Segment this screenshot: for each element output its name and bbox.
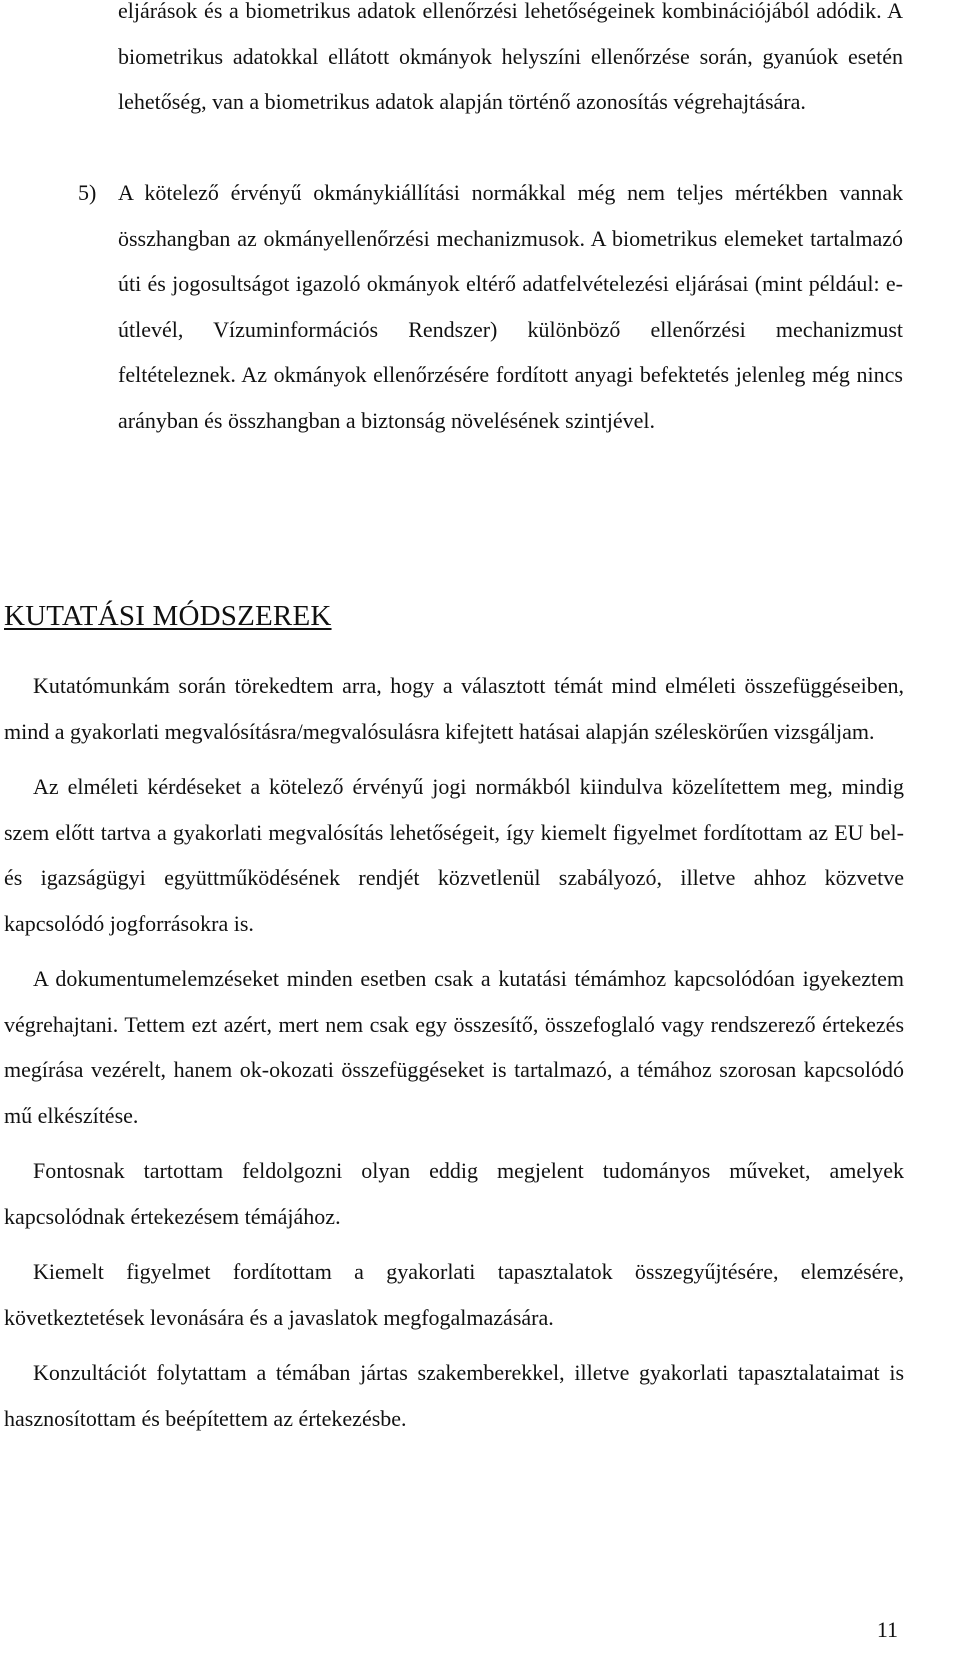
paragraph: A dokumentumelemzéseket minden esetben csak a kutatási témámhoz kapcsolódóan igyekeztem végrehajtani. Tettem ezt azért, mert nem csak egy összesítő, összefoglaló vagy rendszerező értekezés megírása vezérelt, hanem ok-okozati összefüggéseket is tartalmazó, a témához szorosan kapcsolódó mű elkészítése. bbox=[4, 966, 904, 1128]
section-heading: KUTATÁSI MÓDSZEREK bbox=[4, 600, 332, 632]
paragraph: Kutatómunkám során törekedtem arra, hogy a választott témát mind elméleti összefüggéseiben, mind a gyakorlati megvalósításra/megvalósulásra kifejtett hatásai alapján széleskörűen vizsgáljam. bbox=[4, 673, 904, 744]
list-item-number: 5) bbox=[78, 180, 97, 205]
paragraph: Az elméleti kérdéseket a kötelező érvényű jogi normákból kiindulva közelítettem meg, mindig szem előtt tartva a gyakorlati megvalósítás lehetőségeit, így kiemelt figyelmet fordítottam az EU bel- és igazságügyi együttműködésének rendjét közvetlenül szabályozó, illetve ahhoz közvetve kapcsolódó jogforrásokra is. bbox=[4, 774, 904, 936]
paragraph: Kiemelt figyelmet fordítottam a gyakorlati tapasztalatok összegyűjtésére, elemzésére, következtetések levonására és a javaslatok megfogalmazására. bbox=[4, 1259, 904, 1330]
continued-list-item-text: eljárások és a biometrikus adatok ellenőrzési lehetőségeinek kombinációjából adódik. A biometrikus adatokkal ellátott okmányok helyszíni ellenőrzése során, gyanúok esetén lehetőség, van a biometrikus adatok alapján történő azonosítás végrehajtására. bbox=[118, 0, 903, 114]
page-number: 11 bbox=[876, 1617, 898, 1642]
section-body bbox=[4, 663, 904, 1451]
paragraph: Konzultációt folytattam a témában jártas szakemberekkel, illetve gyakorlati tapasztalataimat is hasznosítottam és beépítettem az értekezésbe. bbox=[4, 1360, 904, 1431]
list-item-5 bbox=[78, 170, 903, 443]
paragraph: Fontosnak tartottam feldolgozni olyan eddig megjelent tudományos műveket, amelyek kapcsolódnak értekezésem témájához. bbox=[4, 1158, 904, 1229]
list-item-text: A kötelező érvényű okmánykiállítási normákkal még nem teljes mértékben vannak összhangban az okmányellenőrzési mechanizmusok. A biometrikus elemeket tartalmazó úti és jogosultságot igazoló okmányok eltérő adatfelvételezési eljárásai (mint például: e-útlevél, Vízuminformációs Rendszer) különböző ellenőrzési mechanizmust feltételeznek. Az okmányok ellenőrzésére fordított anyagi befektetés jelenleg még nincs arányban és összhangban a biztonság növelésének szintjével. bbox=[118, 180, 903, 433]
